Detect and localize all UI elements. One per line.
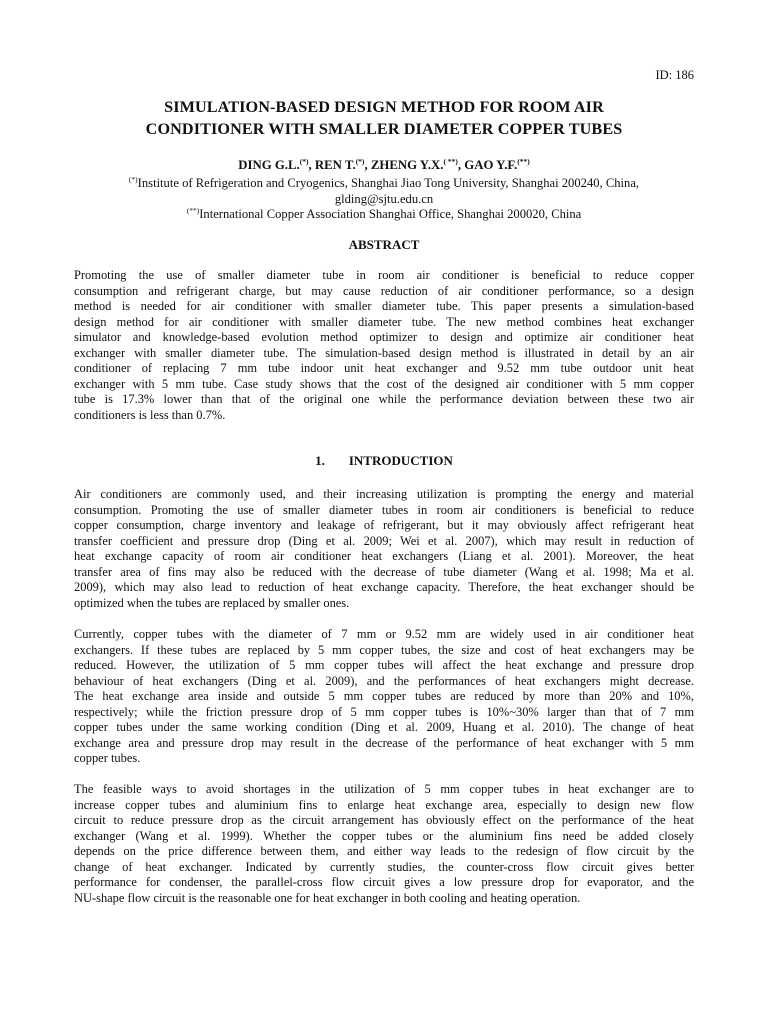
- text-line: simulator and knowledge-based evolution method optimizer to design and optimize air conditioner heat: [74, 330, 694, 344]
- text-line: optimized when the tubes are replaced by smaller ones.: [74, 595, 350, 610]
- author-name: GAO Y.F.: [464, 158, 518, 172]
- section-heading-introduction: [60, 453, 708, 469]
- text-line: reduced. However, the utilization of 5 mm copper tubes will affect the heat exchange and pressure drop: [74, 658, 694, 672]
- text-line: consumption and refrigerant charge, but may cause reduction of air conditioner performance, so a design: [74, 283, 694, 298]
- text-line: increase copper tubes and aluminium fins to enlarge heat exchange area, especially to design new flow: [74, 797, 694, 812]
- text-line: behaviour of heat exchangers (Ding et al. 2009), and the performances of heat exchangers might decrease.: [74, 673, 694, 688]
- author-name: ZHENG Y.X.: [370, 158, 444, 172]
- text-line: tube is 17.3% lower than that of the original one while the performance deviation between these two air: [74, 392, 694, 406]
- text-line: Promoting the use of smaller diameter tube in room air conditioner is beneficial to reduce copper: [74, 268, 694, 282]
- text-line: method is needed for air conditioner with smaller diameter tube. This paper presents a simulation-based: [74, 299, 694, 313]
- paper-title: [60, 96, 708, 140]
- author-name: DING G.L.: [238, 158, 300, 172]
- text-line: The feasible ways to avoid shortages in the utilization of 5 mm copper tubes in heat exchanger are to: [74, 782, 694, 796]
- author-mark: (**): [517, 157, 530, 166]
- paper-id: ID: 186: [655, 68, 694, 82]
- text-line: exchanger (Wang et al. 1999). Whether the copper tubes or the aluminium fins need be added closely: [74, 828, 694, 843]
- text-line: exchanger with smaller diameter tube. The simulation-based design method is illustrated in detail by an air: [74, 345, 694, 360]
- text-line: The heat exchange area inside and outside 5 mm copper tubes are reduced by more than 20% and 10%,: [74, 689, 694, 703]
- title-line: CONDITIONER WITH SMALLER DIAMETER COPPER TUBES: [145, 120, 623, 138]
- affiliation-mark: (*): [128, 175, 138, 184]
- text-line: NU-shape flow circuit is the reasonable one for heat exchanger in both cooling and heating operation.: [74, 890, 581, 905]
- text-line: exchanger with 5 mm tube. Case study shows that the cost of the designed air conditioner with 5 mm copper: [74, 376, 694, 391]
- text-line: exchangers. If these tubes are replaced by 5 mm copper tubes, the size and cost of heat exchangers may be: [74, 642, 694, 657]
- author-mark: (*): [355, 157, 365, 166]
- author-separator: ,: [457, 158, 465, 172]
- text-line: conditioner of replacing 7 mm tube indoor unit heat exchanger and 9.52 mm tube outdoor unit heat: [74, 361, 694, 375]
- text-line: transfer coefficient and pressure drop (Ding et al. 2009; Wei et al. 2007), which may result in reduction of: [74, 533, 694, 548]
- text-line: Air conditioners are commonly used, and their increasing utilization is prompting the energy and material: [74, 487, 694, 501]
- affiliation-text: International Copper Association Shanghai Office, Shanghai 200020, China: [199, 207, 582, 221]
- text-line: exchange area and pressure drop may result in the decrease of the performance of heat exchanger with 5 mm: [74, 735, 694, 750]
- text-line: copper consumption, charge inventory and leakage of refrigerant, but it may obviously affect refrigerant heat: [74, 518, 694, 532]
- text-line: 2009), which may also lead to reduction of heat exchange capacity. Therefore, the heat exchanger should be: [74, 580, 694, 594]
- author-email: glding@sjtu.edu.cn: [334, 191, 434, 206]
- affiliation-2: [60, 207, 708, 223]
- text-line: conditioners is less than 0.7%.: [74, 407, 226, 422]
- intro-paragraph-1: [74, 487, 694, 611]
- text-line: transfer area of fins may also be reduced with the decrease of tube diameter (Wang et al. 1998; Ma et al.: [74, 564, 694, 579]
- author-name: REN T.: [314, 158, 356, 172]
- text-line: respectively; while the friction pressure drop of 5 mm copper tubes is 10%~30% larger than that of 7 mm: [74, 704, 694, 719]
- text-line: copper tubes under the same working condition (Ding et al. 2009, Huang et al. 2010). The change of heat: [74, 720, 694, 734]
- intro-paragraph-3: [74, 782, 694, 906]
- text-line: heat exchange capacity of room air conditioner heat exchangers (Liang et al. 2001). Moreover, the heat: [74, 549, 694, 563]
- intro-paragraph-2: [74, 627, 694, 767]
- author-separator: ,: [308, 158, 315, 172]
- affiliation-1: [60, 176, 708, 192]
- author-list: [60, 157, 708, 173]
- affiliation-text: Institute of Refrigeration and Cryogenics, Shanghai Jiao Tong University, Shanghai 200240, China,: [137, 176, 640, 190]
- title-line: SIMULATION-BASED DESIGN METHOD FOR ROOM AIR: [164, 98, 604, 116]
- author-mark: (*): [299, 157, 309, 166]
- section-title: INTRODUCTION: [348, 453, 453, 468]
- text-line: performance for condenser, the parallel-cross flow circuit gives a low pressure drop for evaporator, and the: [74, 875, 694, 889]
- text-line: copper tubes.: [74, 751, 141, 765]
- text-line: design method for air conditioner with smaller diameter tube. The new method combines heat exchanger: [74, 314, 694, 329]
- text-line: depends on the price difference between them, and either way leads to the redesign of flow circuit by the: [74, 844, 694, 858]
- abstract-paragraph: [74, 268, 694, 423]
- text-line: circuit to reduce pressure drop as the circuit arrangement has obviously effect on the performance of the heat: [74, 813, 694, 827]
- affiliations: [60, 176, 708, 223]
- abstract-heading: ABSTRACT: [348, 237, 420, 252]
- section-number: 1.: [315, 453, 325, 468]
- affiliation-mark: (**): [186, 206, 200, 215]
- text-line: change of heat exchanger. Indicated by currently studies, the counter-cross flow circuit gives better: [74, 859, 694, 874]
- text-line: consumption. Promoting the use of smaller diameter tubes in room air conditioners is beneficial to reduce: [74, 502, 694, 517]
- author-mark: ( **): [443, 157, 458, 166]
- text-line: Currently, copper tubes with the diameter of 7 mm or 9.52 mm are widely used in air conditioner heat: [74, 627, 694, 641]
- author-separator: ,: [364, 158, 371, 172]
